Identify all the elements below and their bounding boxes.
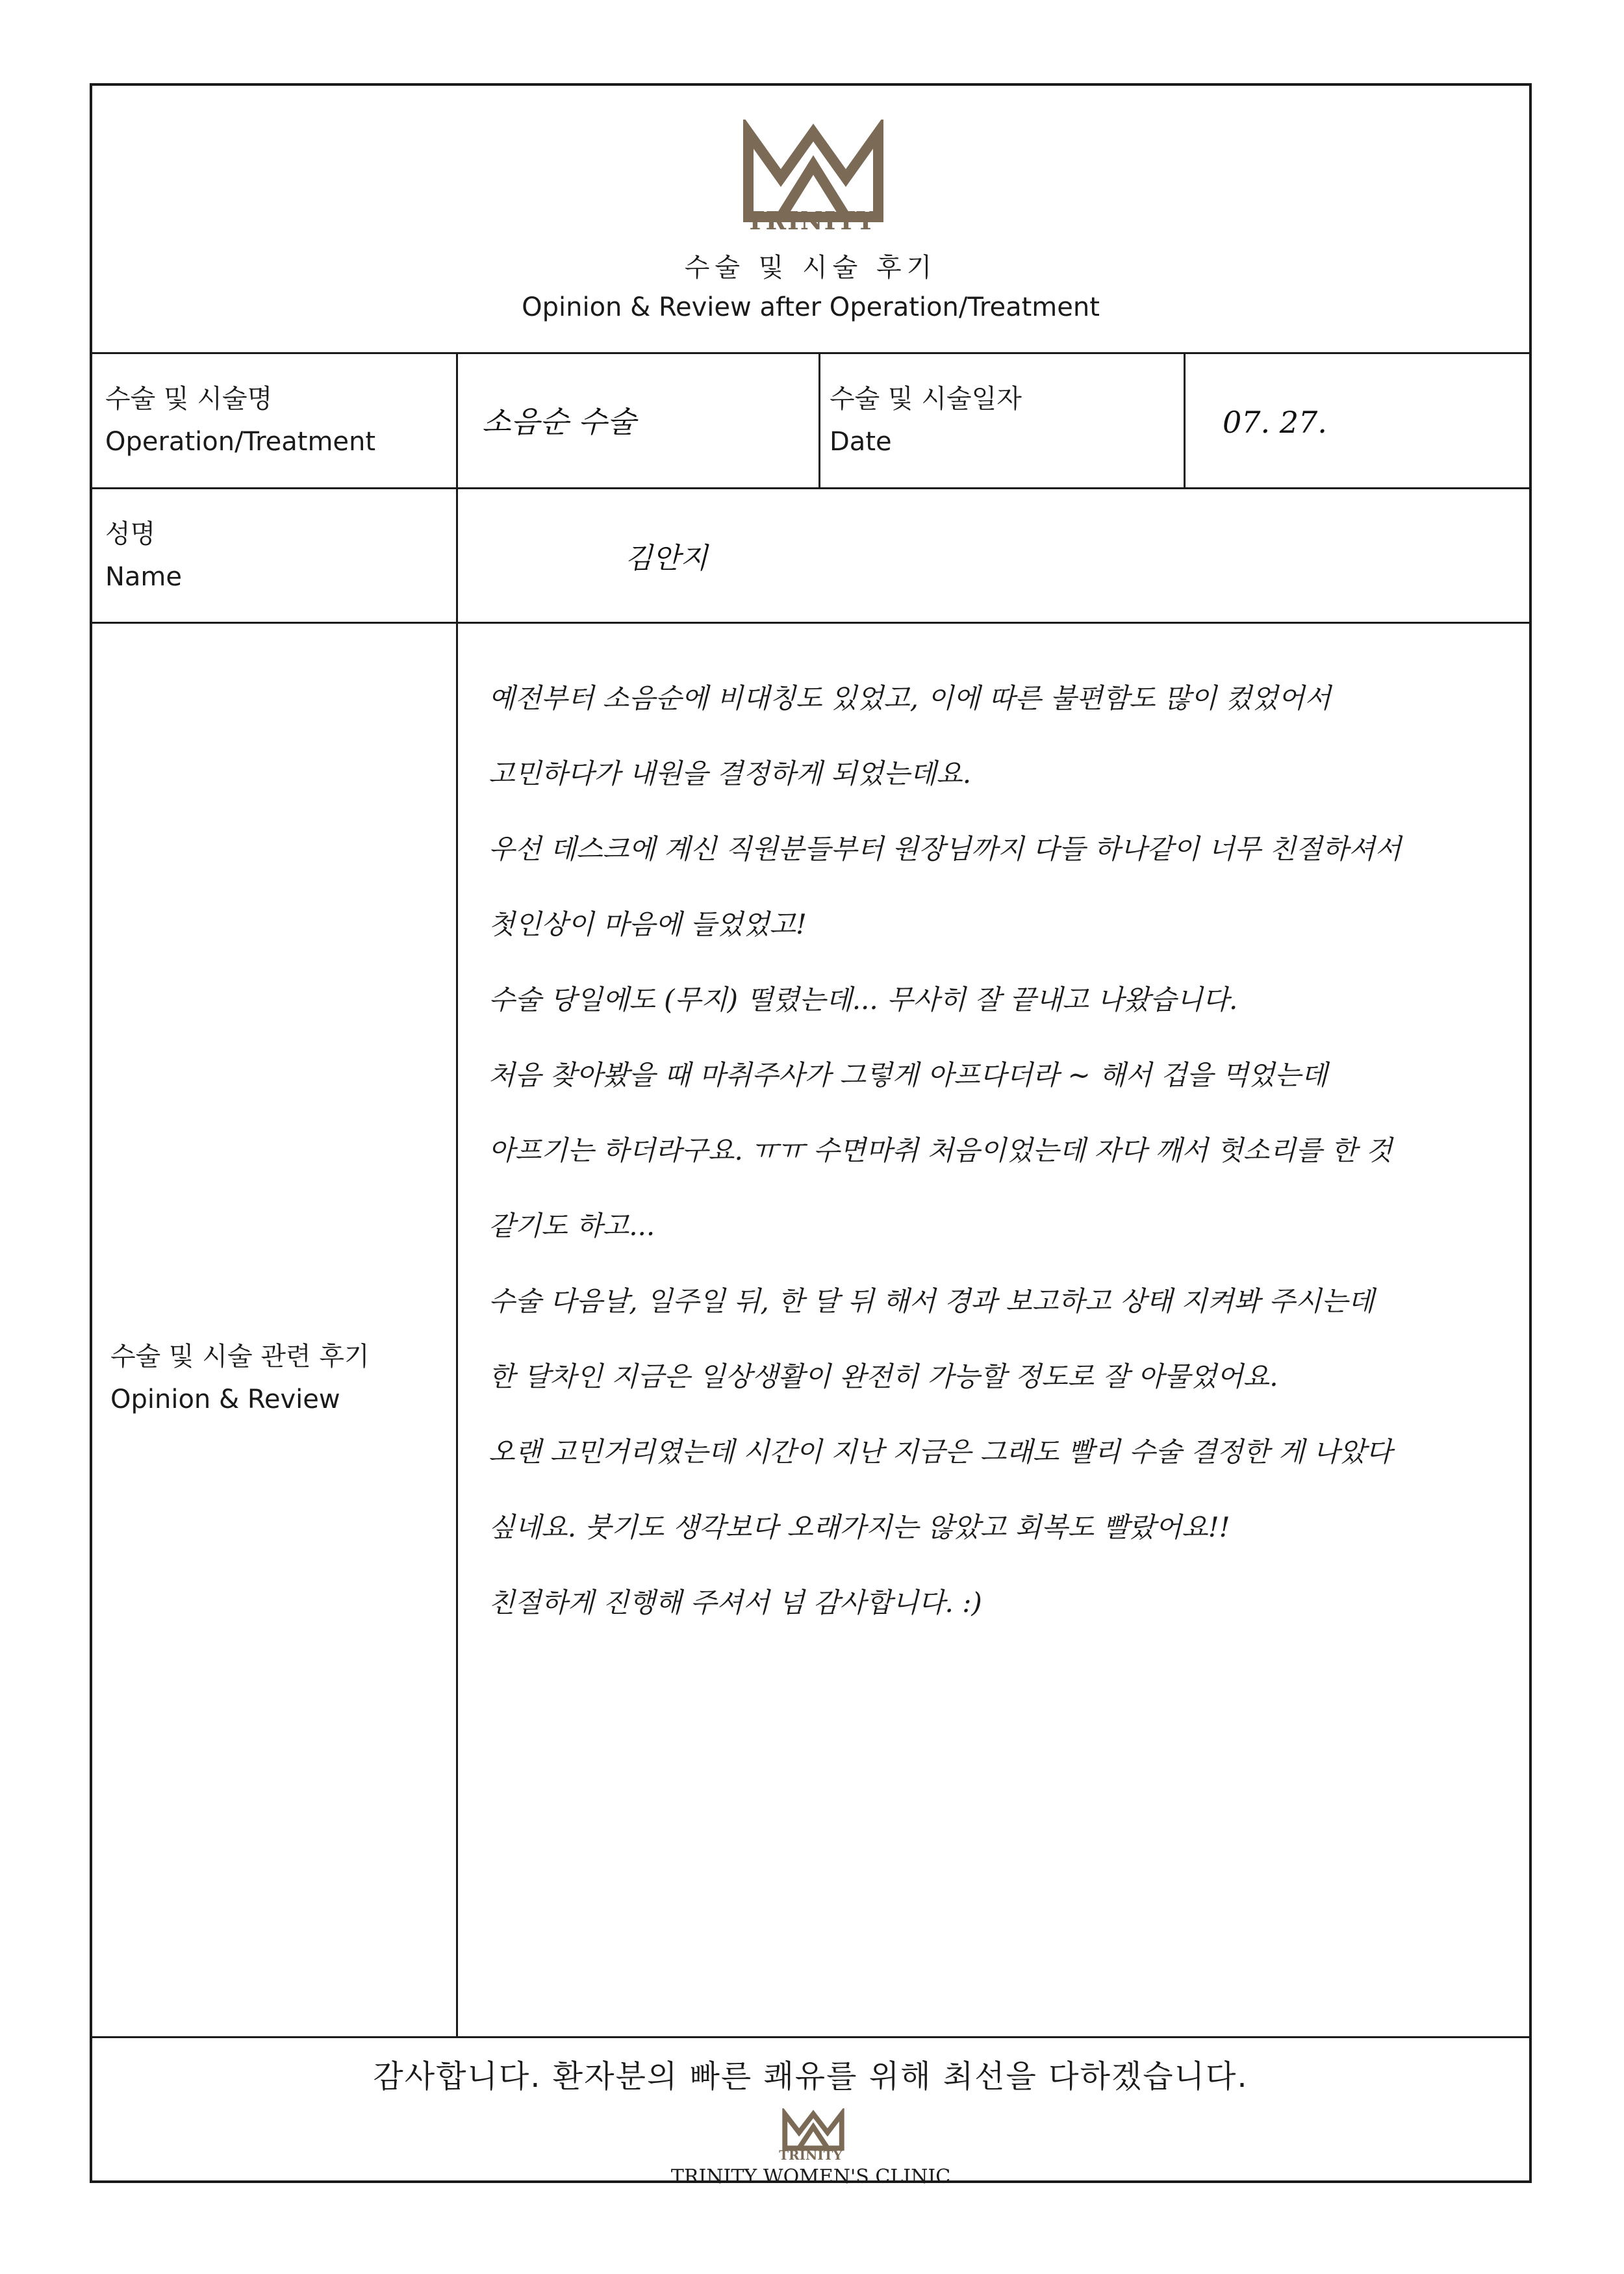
review-line: 친절하게 진행해 주셔서 넘 감사합니다. :) xyxy=(488,1587,982,1618)
review-line: 고민하다가 내원을 결정하게 되었는데요. xyxy=(488,758,972,789)
review-line: 싶네요. 붓기도 생각보다 오래가지는 않았고 회복도 빨랐어요!! xyxy=(488,1511,1230,1543)
name-value: 김안지 xyxy=(625,542,708,575)
clinic-name: TRINITY WOMEN'S CLINIC xyxy=(670,2165,951,2188)
footer-brand: TRINITY xyxy=(779,2147,843,2163)
form-grid xyxy=(92,352,1529,2038)
form-footer xyxy=(92,2036,1529,2188)
review-line: 수술 당일에도 (무지) 떨렸는데... 무사히 잘 끝내고 나왔습니다. xyxy=(488,984,1238,1016)
column-divider xyxy=(1184,354,1186,487)
review-line: 한 달차인 지금은 일상생활이 완전히 가능할 정도로 잘 아물었어요. xyxy=(488,1361,1278,1392)
date-label xyxy=(830,377,1022,463)
title-korean: 수술 및 시술 후기 xyxy=(684,253,937,283)
name-label-en: Name xyxy=(105,562,183,592)
operation-label xyxy=(105,377,375,463)
operation-label-ko: 수술 및 시술명 xyxy=(105,384,273,414)
review-label-en: Opinion & Review xyxy=(110,1385,340,1414)
review-line: 같기도 하고... xyxy=(488,1210,655,1242)
brand-name: TRINITY xyxy=(746,206,876,235)
review-label-ko: 수술 및 시술 관련 후기 xyxy=(110,1342,370,1372)
name-label-ko: 성명 xyxy=(105,519,156,549)
review-line: 아프기는 하더라구요. ㅠㅠ 수면마취 처음이었는데 자다 깨서 헛소리를 한 것 xyxy=(488,1134,1393,1166)
row-divider xyxy=(92,622,1529,624)
row-divider xyxy=(92,487,1529,489)
column-divider xyxy=(456,354,458,2038)
review-text xyxy=(488,661,1502,1641)
form-header xyxy=(92,86,1529,352)
review-form xyxy=(90,83,1532,2188)
date-value: 07. 27. xyxy=(1223,405,1327,440)
name-label xyxy=(105,513,182,598)
review-line: 수술 다음날, 일주일 뒤, 한 달 뒤 해서 경과 보고하고 상태 지켜봐 주시는데 xyxy=(488,1285,1375,1317)
review-label xyxy=(110,1335,370,1421)
review-line: 우선 데스크에 계신 직원분들부터 원장님까지 다들 하나같이 너무 친절하셔서 xyxy=(488,833,1402,865)
title-english: Opinion & Review after Operation/Treatment xyxy=(522,292,1100,322)
column-divider xyxy=(818,354,820,487)
review-line: 오랜 고민거리였는데 시간이 지난 지금은 그래도 빨리 수술 결정한 게 나았다 xyxy=(488,1436,1393,1468)
review-line: 예전부터 소음순에 비대칭도 있었고, 이에 따른 불편함도 많이 컸었어서 xyxy=(488,682,1331,714)
thanks-message: 감사합니다. 환자분의 빠른 쾌유를 위해 최선을 다하겠습니다. xyxy=(373,2058,1249,2095)
review-line: 처음 찾아봤을 때 마취주사가 그렇게 아프다더라 ~ 해서 겁을 먹었는데 xyxy=(488,1059,1328,1091)
review-line: 첫인상이 마음에 들었었고! xyxy=(488,908,807,940)
operation-label-en: Operation/Treatment xyxy=(105,427,376,457)
operation-value: 소음순 수술 xyxy=(482,404,636,439)
date-label-ko: 수술 및 시술일자 xyxy=(830,384,1022,414)
date-label-en: Date xyxy=(830,427,892,457)
